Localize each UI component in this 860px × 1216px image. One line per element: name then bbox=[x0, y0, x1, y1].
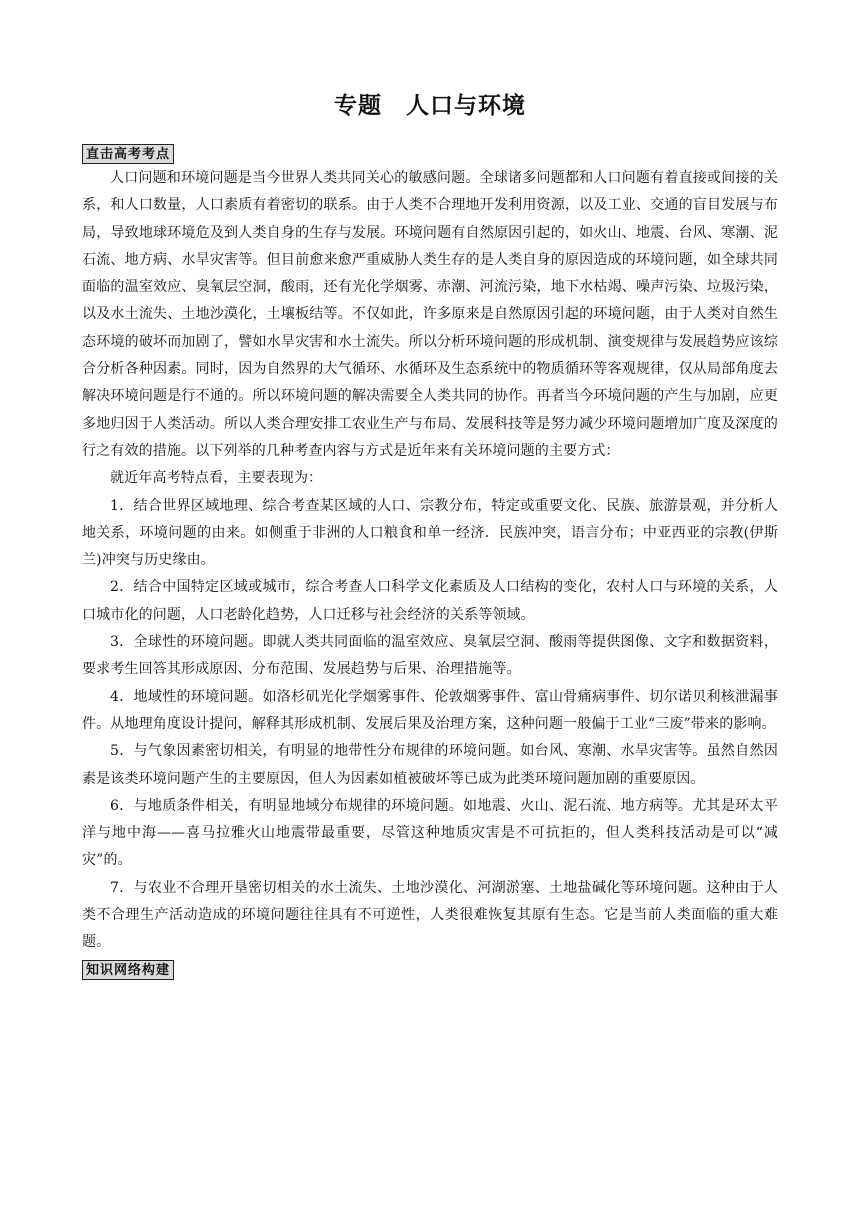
exam-point-5: 5．与气象因素密切相关，有明显的地带性分布规律的环境问题。如台风、寒潮、水旱灾害等。虽然自然因素是该类环境问题产生的主要原因，但人为因素如植被破坏等已成为此类环境问题加剧的重要原因。 bbox=[82, 743, 778, 787]
exam-point-3: 3．全球性的环境问题。即就人类共同面临的温室效应、臭氧层空洞、酸雨等提供图像、文字和数据资料，要求考生回答其形成原因、分布范围、发展趋势与后果、治理措施等。 bbox=[82, 634, 778, 678]
exam-point-7: 7．与农业不合理开垦密切相关的水土流失、土地沙漠化、河湖淤塞、土地盐碱化等环境问题。这种由于人类不合理生产活动造成的环境问题往往具有不可逆性，人类很难恢复其原有生态。它是当前人类面临的重大难题。 bbox=[82, 879, 778, 951]
exam-point-4: 4．地域性的环境问题。如洛杉矶光化学烟雾事件、伦敦烟雾事件、富山骨痛病事件、切尔诺贝利核泄漏事件。从地理角度设计提问，解释其形成机制、发展后果及治理方案，这种问题一般偏于工业“三废”带来的影响。 bbox=[82, 688, 778, 732]
exam-point-2: 2．结合中国特定区域或城市，综合考查人口科学文化素质及人口结构的变化，农村人口与环境的关系，人口城市化的问题，人口老龄化趋势，人口迁移与社会经济的关系等领域。 bbox=[82, 579, 778, 623]
exam-point-6: 6．与地质条件相关，有明显地域分布规律的环境问题。如地震、火山、泥石流、地方病等。尤其是环太平洋与地中海——喜马拉雅火山地震带最重要，尽管这种地质灾害是不可抗拒的，但人类科技活动是可以“减灾”的。 bbox=[82, 797, 778, 869]
section-label-exam-points: 直击高考考点 bbox=[82, 144, 174, 164]
section-header-exam-points bbox=[82, 143, 778, 163]
section-label-knowledge-network: 知识网络构建 bbox=[82, 960, 174, 980]
document-page bbox=[82, 86, 778, 979]
intro-paragraph: 人口问题和环境问题是当今世界人类共同关心的敏感问题。全球诸多问题都和人口问题有着直接或间接的关系，和人口数量，人口素质有着密切的联系。由于人类不合理地开发利用资源，以及工业、交通的盲目发展与布局，导致地球环境危及到人类自身的生存与发展。环境问题有自然原因引起的，如火山、地震、台风、寒潮、泥石流、地方病、水旱灾害等。但目前愈来愈严重威胁人类生存的是人类自身的原因造成的环境问题，如全球共同面临的温室效应、臭氧层空洞，酸雨，还有光化学烟雾、赤潮、河流污染，地下水枯竭、噪声污染、垃圾污染，以及水土流失、土地沙漠化，土壤板结等。不仅如此，许多原来是自然原因引起的环境问题，由于人类对自然生态环境的破坏而加剧了，譬如水旱灾害和水土流失。所以分析环境问题的形成机制、演变规律与发展趋势应该综合分析各种因素。同时，因为自然界的大气循环、水循环及生态系统中的物质循环等客观规律，仅从局部角度去解决环境问题是行不通的。所以环境问题的解决需要全人类共同的协作。再者当今环境问题的产生与加剧，应更多地归因于人类活动。所以人类合理安排工农业生产与布局、发展科技等是努力减少环境问题增加广度及深度的行之有效的措施。以下列举的几种考查内容与方式是近年来有关环境问题的主要方式： bbox=[82, 170, 778, 459]
document-body bbox=[82, 165, 778, 957]
exam-features-lead: 就近年高考特点看，主要表现为： bbox=[110, 470, 323, 487]
document-title: 专题 人口与环境 bbox=[334, 93, 526, 119]
section-header-knowledge-network bbox=[82, 959, 778, 979]
exam-point-1: 1．结合世界区域地理、综合考查某区域的人口、宗教分布，特定或重要文化、民族、旅游景观，并分析人地关系，环境问题的由来。如侧重于非洲的人口粮食和单一经济．民族冲突，语言分布；中亚西亚的宗教(伊斯兰)冲突与历史缘由。 bbox=[82, 497, 778, 569]
